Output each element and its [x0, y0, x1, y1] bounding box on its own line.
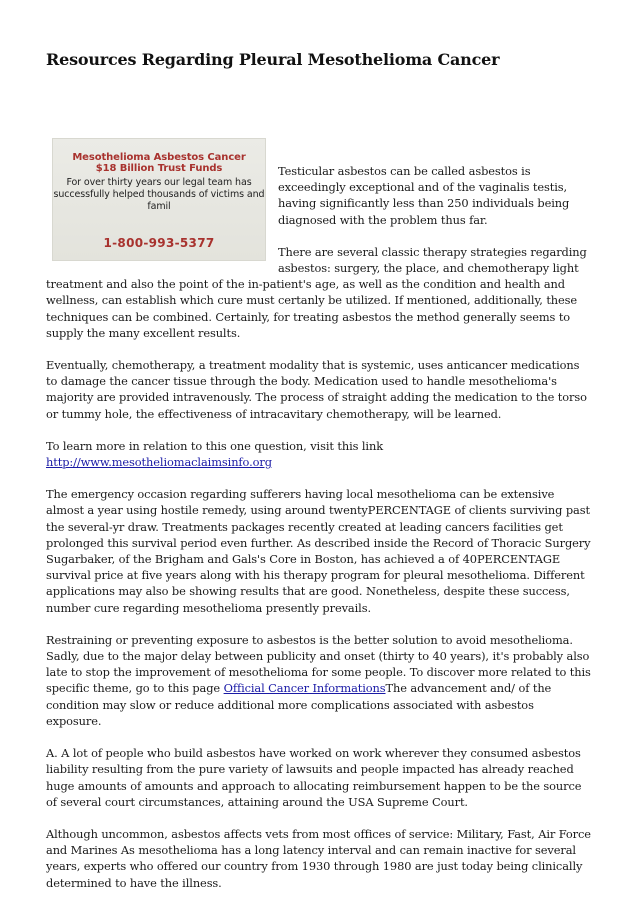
paragraph-2: There are several classic therapy strategies regarding asbestos: surgery, the place, and chemotherapy light treatment and also the point of the in-patient's age, as well as the condition and health and wellness, can establish which cure must certanly be utilized. If mentioned, additionally, these techniques can be combined. Certainly, for treating asbestos the method generally seems to supply the many excellent results.: [46, 244, 587, 340]
paragraph-4: [46, 438, 592, 470]
ad-body-text: For over thirty years our legal team has successfully helped thousands of victims and famil: [53, 177, 265, 212]
ad-phone-number: 1-800-993-5377: [103, 236, 215, 250]
article-body: [46, 152, 592, 907]
paragraph-5: The emergency occasion regarding sufferers having local mesothelioma can be extensive almost a year using hostile remedy, using around twentyPERCENTAGE of clients surviving past the several-yr draw. Treatments packages recently created at leading cancers facilities get prolonged this survival period even further. As described inside the Record of Thoracic Surgery Sugarbaker, of the Brigham and Gals's Core in Boston, has achieved a of 40PERCENTAGE survival price at five years along with his therapy program for pleural mesothelioma. Different applications may also be showing results that are good. Nonetheless, despite these success, number cure regarding mesothelioma presently prevails.: [46, 487, 591, 615]
paragraph-4-text: To learn more in relation to this one question, visit this link: [46, 438, 384, 453]
paragraph-6: [46, 632, 592, 729]
claims-info-link[interactable]: http://www.mesotheliomaclaimsinfo.org: [46, 455, 272, 470]
paragraph-7: A. A lot of people who build asbestos have worked on work wherever they consumed asbestos liability resulting from the pure variety of lawsuits and people impacted has already reached huge amounts of amounts and approach to allocating reimbursement happen to be the source of several court circumstances, attaining around the USA Supreme Court.: [46, 746, 582, 809]
official-cancer-informations-link[interactable]: Official Cancer Informations: [223, 681, 386, 696]
ad-subheading: $18 Billion Trust Funds: [95, 163, 223, 174]
paragraph-6-tail: The advancement and/ of the condition may slow or reduce additional more complications associated with asbestos exposure.: [46, 681, 552, 728]
advertisement-image[interactable]: [52, 138, 266, 261]
paragraph-6-text: Restraining or preventing exposure to asbestos is the better solution to avoid mesothelioma. Sadly, due to the major delay between publicity and onset (thirty to 40 years), it's probably also late to stop the improvement of mesothelioma for some people. To discover more related to this specific theme, go to this page: [46, 632, 591, 696]
page-title: Resources Regarding Pleural Mesothelioma Cancer: [46, 50, 500, 69]
ad-heading: Mesothelioma Asbestos Cancer: [72, 152, 246, 163]
paragraph-8: Although uncommon, asbestos affects vets from most offices of service: Military, Fast, Air Force and Marines As mesothelioma has a long latency interval and can remain inactive for several years, experts who offered our country from 1930 through 1980 are just today being clinically determined to have the illness.: [46, 826, 591, 890]
paragraph-3: Eventually, chemotherapy, a treatment modality that is systemic, uses anticancer medications to damage the cancer tissue through the body. Medication used to handle mesothelioma's majority are provided intravenously. The process of straight adding the medication to the torso or tummy hole, the effectiveness of intracavitary chemotherapy, will be learned.: [46, 358, 587, 421]
paragraph-1: Testicular asbestos can be called asbestos is exceedingly exceptional and of the vaginalis testis, having significantly less than 250 individuals being diagnosed with the problem thus far.: [278, 164, 570, 227]
